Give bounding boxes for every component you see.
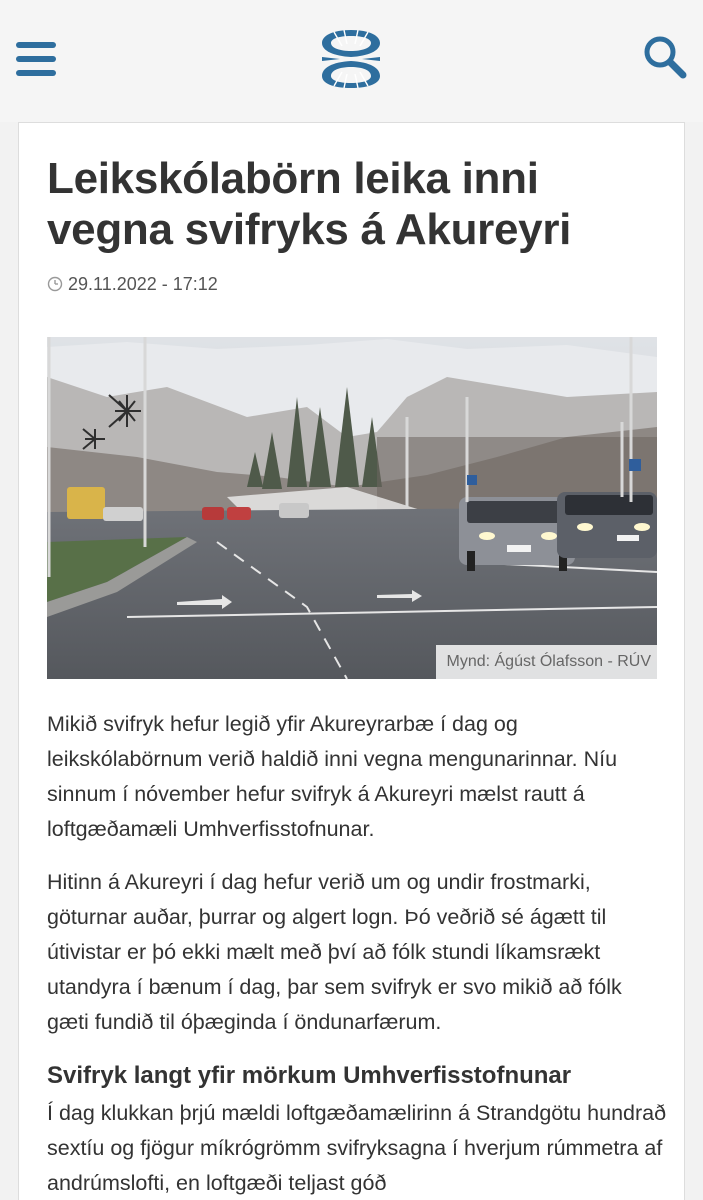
article-subheading: Svifryk langt yfir mörkum Umhverfisstofnunar bbox=[47, 1062, 572, 1089]
photo-image bbox=[47, 337, 657, 679]
article-photo[interactable] bbox=[47, 337, 657, 679]
article-title: Leikskólabörn leika inni vegna svifryks á Akureyri bbox=[47, 154, 572, 254]
date-text: 29.11.2022 - 17:12 bbox=[68, 273, 218, 294]
article-paragraph-3: Í dag klukkan þrjú mældi loftgæðamælirinn á Strandgötu hundrað sextíu og fjögur míkrógrömm svifryksagna í hverjum rúmmetra af andrúmslofti, en loftgæði teljast góð bbox=[47, 1101, 667, 1195]
hamburger-menu-icon[interactable] bbox=[16, 42, 56, 76]
search-icon[interactable] bbox=[640, 33, 690, 83]
image-caption: Mynd: Ágúst Ólafsson - RÚV bbox=[436, 645, 657, 679]
article-date bbox=[47, 273, 218, 295]
article-paragraph-1: Mikið svifryk hefur legið yfir Akureyrarbæ í dag og leikskólabörnum verið haldið inni vegna mengunarinnar. Níu sinnum í nóvember hefur svifryk á Akureyri mælst rautt á loftgæðamæli Umhverfisstofnunar. bbox=[47, 712, 618, 841]
ruv-logo-icon[interactable] bbox=[318, 26, 384, 92]
clock-icon bbox=[47, 276, 63, 292]
article-card bbox=[18, 122, 685, 1200]
article-paragraph-2: Hitinn á Akureyri í dag hefur verið um og undir frostmarki, göturnar auðar, þurrar og algert logn. Þó veðrið sé ágætt til útivistar er þó ekki mælt með því að fólk stundi líkamsrækt utandyra í bænum í dag, þar sem svifryk er svo mikið að fólk gæti fundið til óþæginda í öndunarfærum. bbox=[47, 870, 622, 1034]
top-navigation-bar bbox=[0, 0, 703, 122]
